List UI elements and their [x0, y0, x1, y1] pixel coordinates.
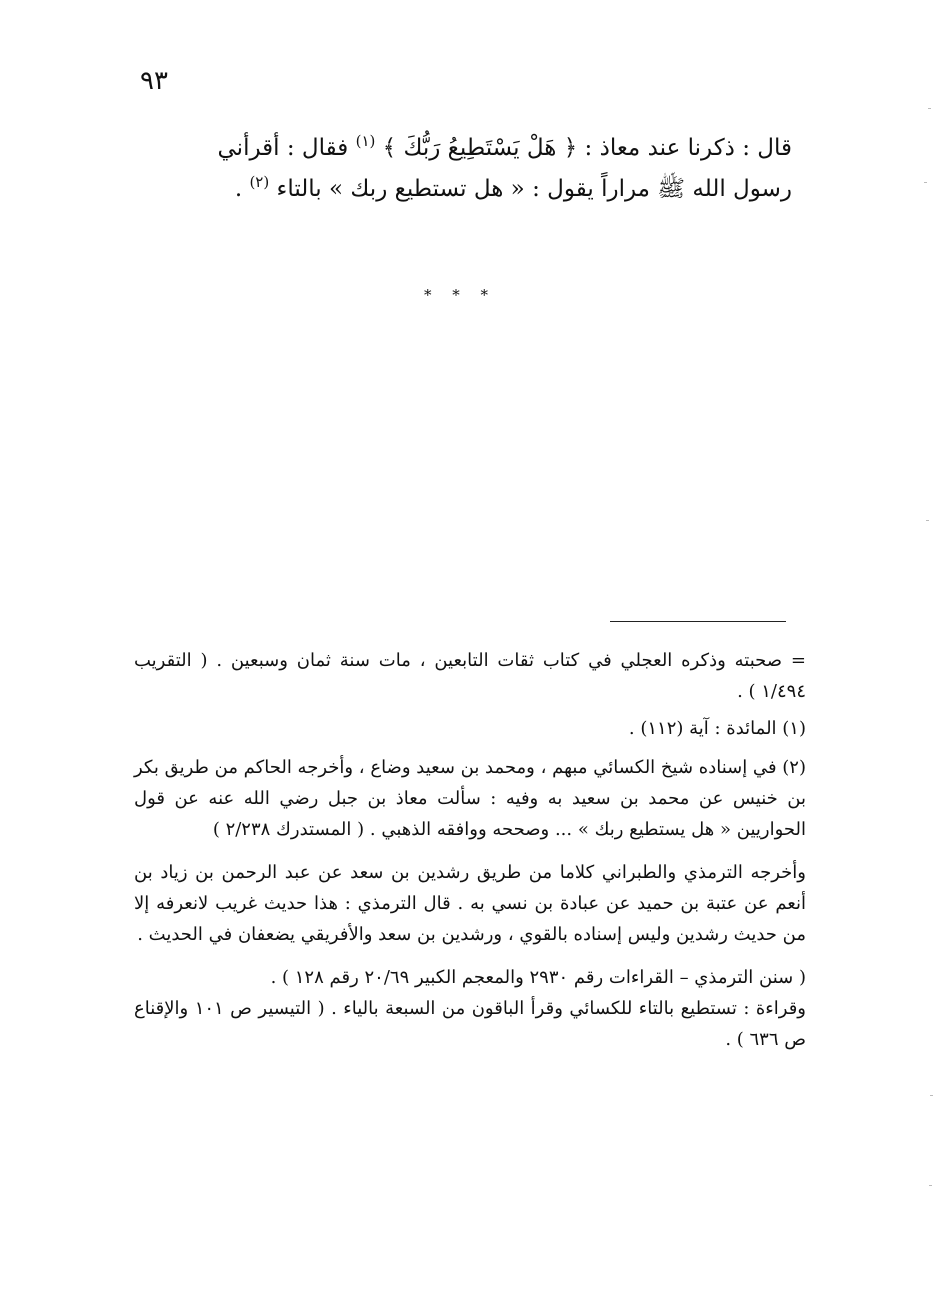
main-text-segment: فقال : أقرأني: [217, 135, 356, 161]
main-text-line: [140, 169, 792, 210]
main-text-line: [140, 128, 792, 169]
footnote-1: (١) المائدة : آية (١١٢) .: [628, 718, 806, 739]
section-separator: * * *: [423, 286, 497, 304]
scan-mark: [926, 520, 929, 521]
scan-mark: [930, 1095, 933, 1096]
scan-mark: [924, 182, 927, 183]
footnote-reading: وقراءة : تستطيع بالتاء للكسائي وقرأ الباقون من السبعة بالياء . ( التيسير ص ١٠١ والإقناع ص ٦٣٦ ) .: [134, 998, 806, 1050]
main-text-segment: قال : ذكرنا عند معاذ :: [577, 135, 792, 161]
quran-quote: ﴿ هَلْ يَسْتَطِيعُ رَبُّكَ ﴾: [382, 135, 578, 161]
footnote-tirmidhi: وأخرجه الترمذي والطبراني كلاما من طريق رشدين بن سعد عن عبد الرحمن بن زياد بن أنعم عن عتبة بن حميد عن عبادة بن نسي به . قال الترمذي : هذا حديث غريب لانعرفه إلا من حديث رشدين وليس إسناده بالقوي ، ورشدين بن سعد والأفريقي يضعفان في الحديث .: [134, 862, 806, 945]
page-number: ٩٣: [140, 66, 168, 96]
footnote-2: (٢) في إسناده شيخ الكسائي مبهم ، ومحمد بن سعيد وضاع ، وأخرجه الحاكم من طريق بكر بن خنيس عن محمد بن سعيد به وفيه : سألت معاذ بن جبل رضي الله عنه عن قول الحواريين « هل يستطيع ربك » ... وصححه ووافقه الذهبي . ( المستدرك ٢/٢٣٨ ): [134, 757, 806, 840]
main-text-segment: .: [234, 176, 250, 202]
footnote-ref[interactable]: (١): [355, 132, 376, 150]
footnote-divider: [610, 621, 786, 622]
main-text-segment: رسول الله ﷺ مراراً يقول : « هل تستطيع ربك » بالتاء: [276, 176, 792, 202]
footnote-continuation: = صحبته وذكره العجلي في كتاب ثقات التابعين ، مات سنة ثمان وسبعين . ( التقريب ١/٤٩٤ ) .: [134, 650, 806, 702]
footnote-ref[interactable]: (٢): [249, 173, 270, 191]
footnotes: [134, 645, 806, 1055]
footnote-references: ( سنن الترمذي – القراءات رقم ٢٩٣٠ والمعجم الكبير ٢٠/٦٩ رقم ١٢٨ ) .: [270, 967, 806, 988]
scan-mark: [929, 1185, 932, 1186]
scan-mark: [928, 108, 931, 109]
main-text: [140, 128, 792, 210]
